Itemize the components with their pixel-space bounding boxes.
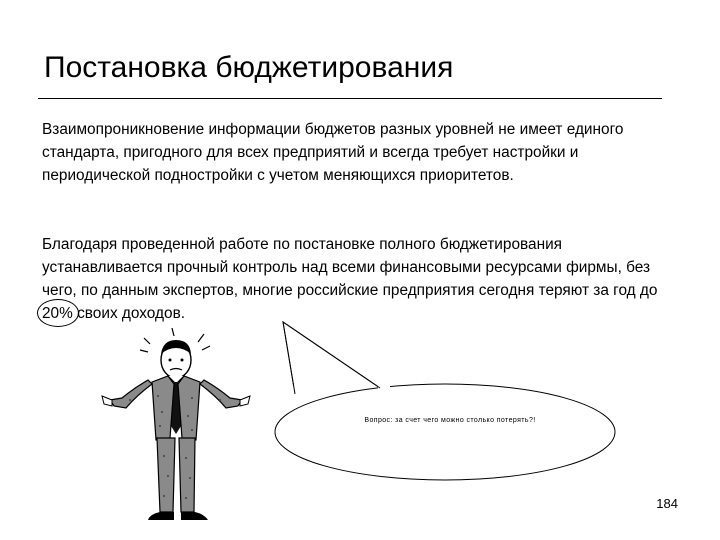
paragraph-control-end: своих доходов. xyxy=(72,305,186,322)
paragraph-standards: Взаимопроникновение информации бюджетов разных уровней не имеет единого стандарта, пригодного для всех предприятий и всегда требует настройки и периодической подностройки с учетом меняющихся приоритетов. xyxy=(42,121,624,184)
percentage-value: 20% xyxy=(42,305,73,322)
slide-title: Постановка бюджетирования xyxy=(44,51,454,84)
confused-man-icon xyxy=(100,326,270,526)
page-number: 184 xyxy=(656,496,678,511)
paragraph-control-text: Благодаря проведенной работе по постановке полного бюджетирования устанавливается прочный контроль над всеми финансовыми ресурсами фирмы, без чего, по данным экспертов, многие российские предприятия сегодня теряют за год до xyxy=(42,236,658,299)
speech-bubble-text: Вопрос: за счет чего можно столько потерять?! xyxy=(364,417,536,424)
